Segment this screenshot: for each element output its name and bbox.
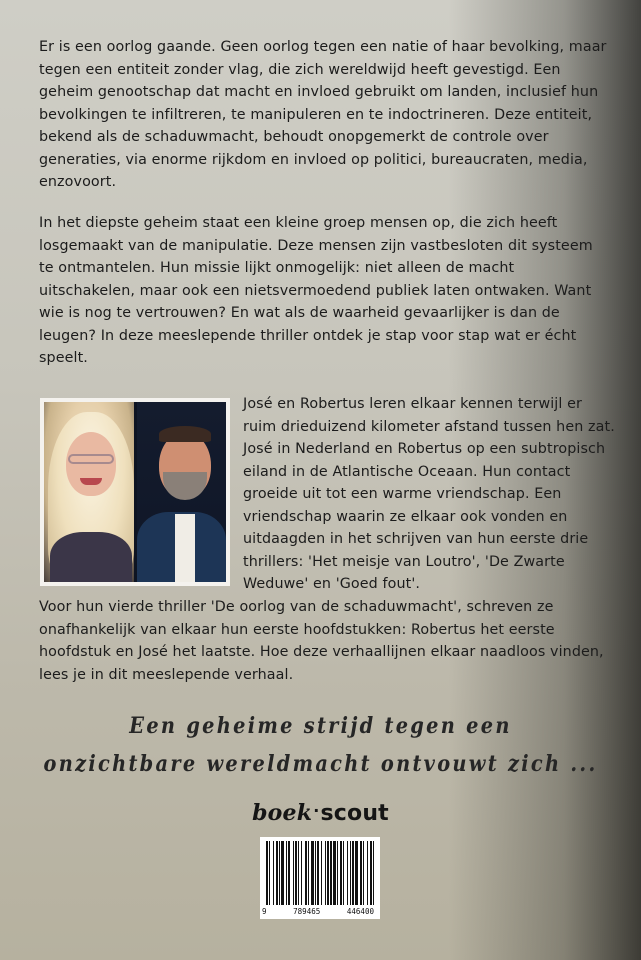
barcode-bar — [325, 841, 326, 905]
barcode-bar — [293, 841, 294, 905]
barcode-bar — [308, 841, 309, 905]
barcode-bar — [281, 841, 284, 905]
barcode-bar — [288, 841, 290, 905]
barcode-bar — [311, 841, 314, 905]
barcode-bar — [298, 841, 299, 905]
publisher-logo-part-2: scout — [320, 801, 389, 826]
barcode-group-2: 446400 — [346, 907, 374, 916]
barcode-bar — [269, 841, 270, 905]
barcode-bar — [276, 841, 278, 905]
barcode-bar — [355, 841, 358, 905]
author-photo — [40, 398, 230, 586]
barcode-bar — [327, 841, 329, 905]
barcode-bar — [301, 841, 302, 905]
barcode-bar — [333, 841, 336, 905]
tagline-line-1: Een geheime strijd tegen een — [129, 713, 512, 739]
barcode-bar — [343, 841, 344, 905]
barcode-bar — [363, 841, 364, 905]
blurb-paragraph-1: Er is een oorlog gaande. Geen oorlog tegen een natie of haar bevolking, maar tegen een entiteit zonder vlag, die zich wereldwijd heeft gevestigd. Een geheim genootschap dat macht en invloed gebruikt om landen, inclusief hun bevolkingen te infiltreren, te manipuleren en te indoctrineren. Deze entiteit, bekend als de schaduwmacht, behoudt onopgemerkt de controle over generaties, via enorme rijkdom en invloed op politici, bureaucraten, media, enzovoort. — [39, 39, 607, 190]
barcode-bar — [317, 841, 319, 905]
barcode-bar — [315, 841, 316, 905]
isbn-barcode — [260, 837, 380, 919]
barcode-bar — [350, 841, 351, 905]
author-portrait-robertus — [137, 402, 227, 582]
authors-paragraph-1: José en Robertus leren elkaar kennen terwijl er ruim drieduizend kilometer afstand tussen hen zat. José in Nederland en Robertus op een subtropisch eiland in de Atlantische Oceaan. Hun contact groeide uit tot een warme vriendschap. Een vriendschap waarin ze elkaar ook vonden en uitdaagden in het schrijven van hun eerste drie thrillers: 'Het meisje van Loutro', 'De Zwarte Weduwe' en 'Goed fout'. — [243, 396, 615, 592]
barcode-bar — [266, 841, 268, 905]
barcode-bar — [330, 841, 332, 905]
publisher-logo-separator: · — [313, 801, 320, 820]
barcode-bar — [347, 841, 348, 905]
barcode-bar — [367, 841, 368, 905]
author-portrait-jose — [44, 402, 134, 582]
tagline-line-2: onzichtbare wereldmacht ontvouwt zich ... — [43, 751, 598, 777]
barcode-bar — [370, 841, 372, 905]
blurb-paragraph-2: In het diepste geheim staat een kleine groep mensen op, die zich heeft losgemaakt van de manipulatie. Deze mensen zijn vastbesloten dit systeem te ontmantelen. Hun missie lijkt onmogelijk: niet alleen de macht uitschakelen, maar ook een nietsvermoedend publiek laten ontwaken. Want wie is nog te vertrouwen? En wat als de waarheid gevaarlijker is dan de leugen? In deze meeslepende thriller ontdek je stap voor stap wat er écht speelt. — [39, 215, 593, 366]
barcode-bars — [266, 841, 374, 905]
barcode-bar — [373, 841, 374, 905]
barcode-bar — [273, 841, 274, 905]
publisher-logo-part-1: boek — [252, 800, 313, 826]
barcode-number — [260, 907, 380, 916]
barcode-bar — [279, 841, 280, 905]
publisher-logo — [0, 800, 641, 826]
barcode-bar — [360, 841, 362, 905]
barcode-digit-lead: 9 — [262, 907, 267, 916]
barcode-bar — [352, 841, 354, 905]
barcode-bar — [295, 841, 297, 905]
barcode-bar — [305, 841, 307, 905]
barcode-bar — [286, 841, 287, 905]
barcode-bar — [340, 841, 342, 905]
barcode-group-1: 789465 — [293, 907, 321, 916]
barcode-bar — [337, 841, 338, 905]
authors-paragraph-2: Voor hun vierde thriller 'De oorlog van de schaduwmacht', schreven ze onafhankelijk van elkaar hun eerste hoofdstukken: Robertus het eerste hoofdstuk en José het laatste. Hoe deze verhaallijnen elkaar naadloos vinden, lees je in dit meeslepende verhaal. — [39, 599, 604, 683]
barcode-bar — [321, 841, 322, 905]
